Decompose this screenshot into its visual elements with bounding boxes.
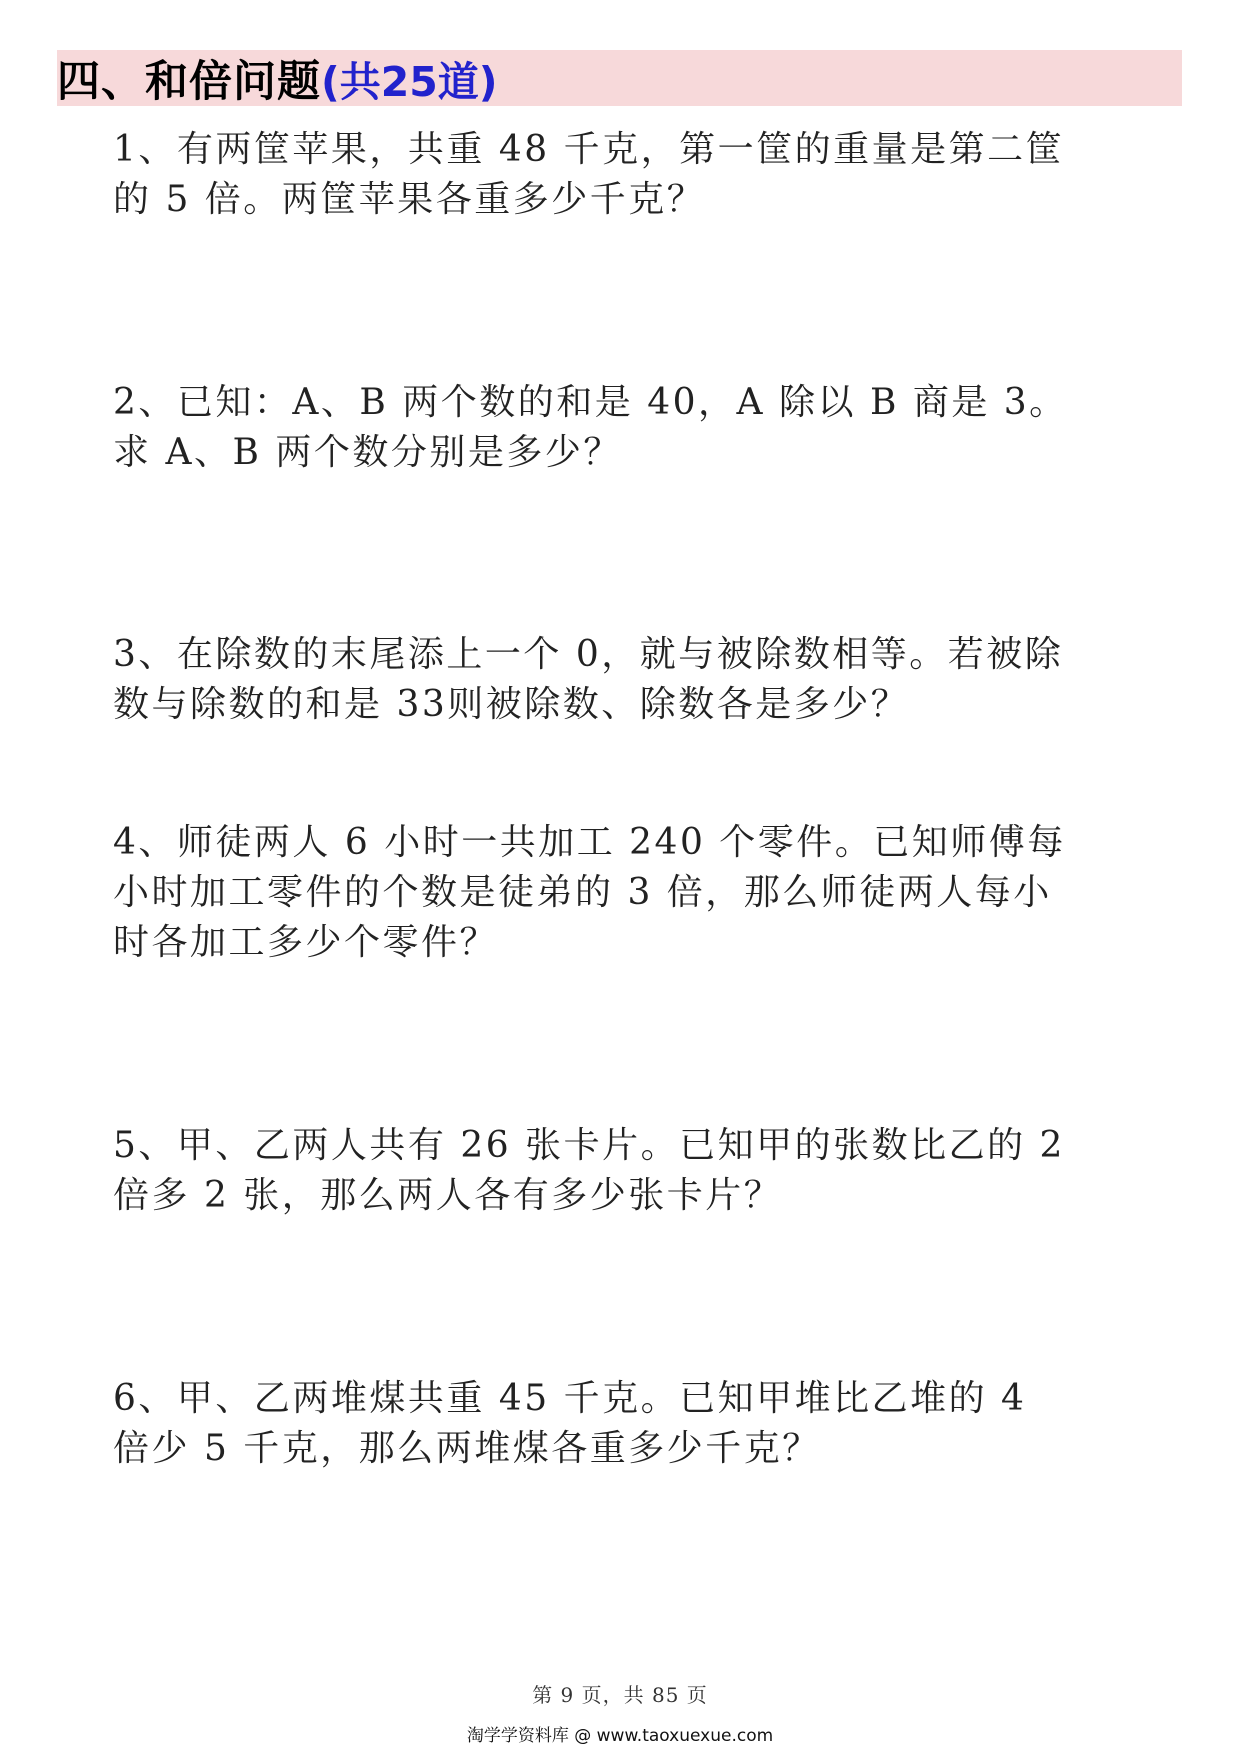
question-3: 3、在除数的末尾添上一个 0，就与被除数相等。若被除数与除数的和是 33则被除数、除数各是多少？ [113,634,1064,725]
question-count-label: (共25道) [321,57,498,106]
question-2: 2、已知：A、B 两个数的和是 40，A 除以 B 商是 3。求 A、B 两个数分别是多少？ [113,382,1068,473]
question-1: 1、有两筐苹果，共重 48 千克，第一筐的重量是第二筐的 5 倍。两筐苹果各重多少千克？ [113,129,1065,220]
section-title: 四、和倍问题 [57,56,321,107]
question-5: 5、甲、乙两人共有 26 张卡片。已知甲的张数比乙的 2 倍多 2 张，那么两人各有多少张卡片？ [113,1125,1065,1216]
watermark: 淘学学资料库 @ www.taoxuexue.com [466,1726,774,1746]
section-title-bar [57,50,1182,106]
page-number: 第 9 页，共 85 页 [532,1683,708,1707]
question-6: 6、甲、乙两堆煤共重 45 千克。已知甲堆比乙堆的 4 倍少 5 千克，那么两堆煤各重多少千克？ [113,1378,1027,1469]
question-4: 4、师徒两人 6 小时一共加工 240 个零件。已知师傅每小时加工零件的个数是徒弟的 3 倍，那么师徒两人每小时各加工多少个零件？ [113,822,1066,963]
